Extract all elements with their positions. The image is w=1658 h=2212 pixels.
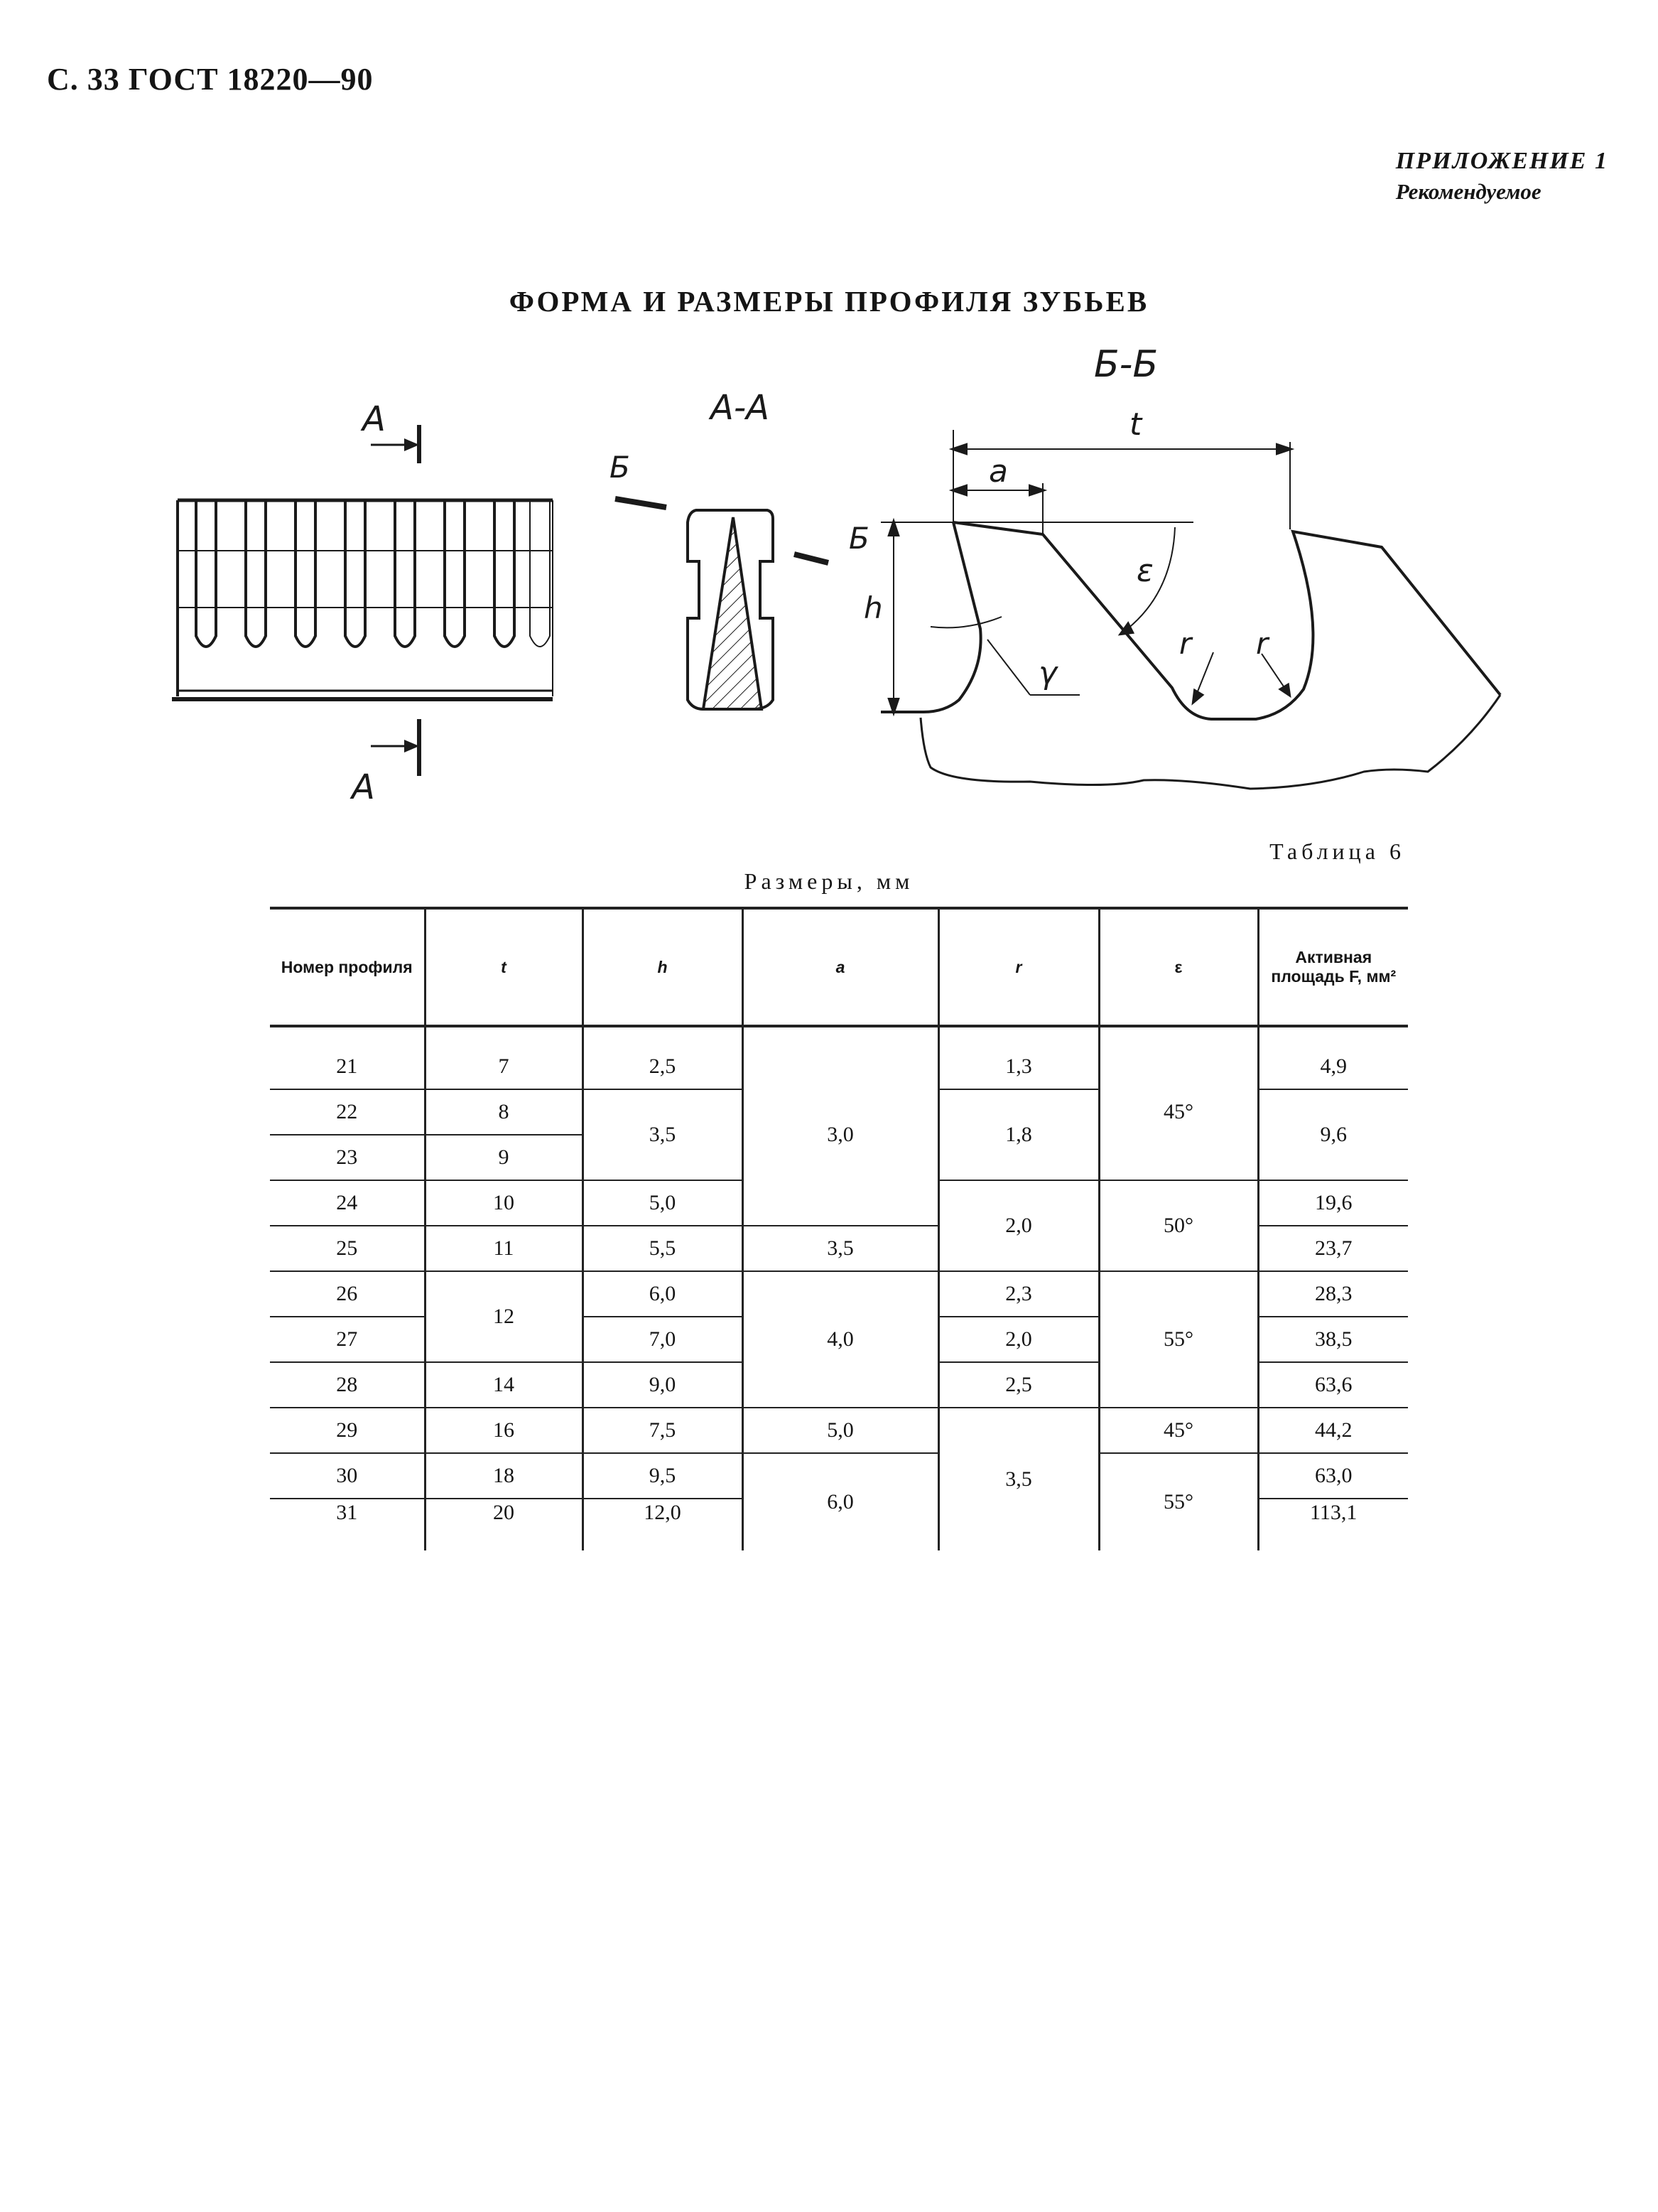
table-cell: 3,5 <box>742 1226 938 1271</box>
table-cell: 23,7 <box>1258 1226 1408 1271</box>
table-cell: 4,9 <box>1258 1045 1408 1089</box>
dimensions-table <box>270 907 1408 1550</box>
table-cell: 2,5 <box>583 1045 742 1089</box>
table-cell: 14 <box>425 1362 583 1408</box>
table-cell: 9,6 <box>1258 1089 1408 1180</box>
table-cell: 2,5 <box>938 1362 1099 1408</box>
table-cell: 29 <box>270 1408 425 1453</box>
dim-t-label: t <box>1129 406 1142 443</box>
dim-gamma-label: γ <box>1039 655 1058 691</box>
header-t: t <box>425 908 583 1026</box>
table-cell: 3,5 <box>583 1089 742 1180</box>
table-cell: 10 <box>425 1180 583 1226</box>
table-cell: 5,0 <box>742 1408 938 1453</box>
dim-r1-label: r <box>1179 626 1192 661</box>
header-area: Активная площадь F, мм² <box>1258 908 1408 1026</box>
page-header: С. 33 ГОСТ 18220—90 <box>47 62 374 97</box>
table-cell: 2,0 <box>938 1180 1099 1271</box>
table-cell: 9,5 <box>583 1453 742 1499</box>
table-cell: 1,8 <box>938 1089 1099 1180</box>
table-cell: 19,6 <box>1258 1180 1408 1226</box>
table-cell: 6,0 <box>742 1453 938 1550</box>
table-cell: 31 <box>270 1499 425 1550</box>
table-cell: 3,0 <box>742 1045 938 1226</box>
header-eps: ε <box>1099 908 1258 1026</box>
table-cell: 63,6 <box>1258 1362 1408 1408</box>
table-row <box>270 1408 1408 1453</box>
table-cell: 16 <box>425 1408 583 1453</box>
section-mark-b-left: Б <box>609 450 630 485</box>
table-units: Размеры, мм <box>744 868 914 894</box>
table-cell: 28 <box>270 1362 425 1408</box>
table-cell: 7,0 <box>583 1317 742 1362</box>
table-cell: 55° <box>1099 1271 1258 1408</box>
table-cell: 38,5 <box>1258 1317 1408 1362</box>
table-cell: 26 <box>270 1271 425 1317</box>
table-cell: 8 <box>425 1089 583 1135</box>
table-cell: 6,0 <box>583 1271 742 1317</box>
section-mark-a-top: А <box>362 399 386 439</box>
dim-h-label: h <box>864 590 883 625</box>
table-cell: 11 <box>425 1226 583 1271</box>
section-aa-label: А-А <box>710 388 769 428</box>
tooth-profile-drawing <box>0 334 1658 824</box>
header-a: a <box>742 908 938 1026</box>
strip-view <box>172 500 553 699</box>
table-cell: 5,5 <box>583 1226 742 1271</box>
section-aa <box>615 499 828 709</box>
section-bb <box>823 430 1500 789</box>
table-cell: 2,0 <box>938 1317 1099 1362</box>
table-cell: 3,5 <box>938 1408 1099 1550</box>
table-row <box>270 1453 1408 1499</box>
page-title: ФОРМА И РАЗМЕРЫ ПРОФИЛЯ ЗУБЬЕВ <box>509 285 1149 318</box>
dim-a-label: a <box>989 453 1008 490</box>
table-cell: 2,3 <box>938 1271 1099 1317</box>
table-cell: 9,0 <box>583 1362 742 1408</box>
appendix-status: Рекомендуемое <box>1395 179 1541 204</box>
table-cell: 55° <box>1099 1453 1258 1550</box>
appendix-block <box>1396 148 1608 205</box>
table-cell: 7,5 <box>583 1408 742 1453</box>
table-cell: 12 <box>425 1271 583 1362</box>
table-caption: Таблица 6 <box>1269 838 1405 864</box>
table-cell: 113,1 <box>1258 1499 1408 1550</box>
header-h: h <box>583 908 742 1026</box>
table-header-row <box>270 908 1408 1026</box>
table-cell: 63,0 <box>1258 1453 1408 1499</box>
table-cell: 21 <box>336 1054 358 1078</box>
table-row <box>270 1045 1408 1089</box>
table-cell: 27 <box>270 1317 425 1362</box>
section-mark-a-bottom: А <box>352 767 375 807</box>
table-cell: 45° <box>1099 1045 1258 1180</box>
table-cell: 12,0 <box>583 1499 742 1550</box>
dim-r2-label: r <box>1256 626 1269 661</box>
table-cell: 30 <box>270 1453 425 1499</box>
table-cell: 18 <box>425 1453 583 1499</box>
header-profile: Номер профиля <box>270 908 425 1026</box>
appendix-label: ПРИЛОЖЕНИЕ 1 <box>1395 148 1608 174</box>
table-cell: 5,0 <box>583 1180 742 1226</box>
header-r: r <box>938 908 1099 1026</box>
table-cell: 9 <box>425 1135 583 1180</box>
table-cell: 1,3 <box>938 1045 1099 1089</box>
section-mark-b-right: Б <box>849 521 869 556</box>
dim-epsilon-label: ε <box>1137 553 1154 589</box>
table-cell: 4,0 <box>742 1271 938 1408</box>
table-cell: 28,3 <box>1258 1271 1408 1317</box>
table-cell: 23 <box>270 1135 425 1180</box>
table-cell: 24 <box>270 1180 425 1226</box>
table-cell: 22 <box>270 1089 425 1135</box>
section-bb-label: Б-Б <box>1094 343 1159 386</box>
table-cell: 7 <box>425 1045 583 1089</box>
table-cell: 44,2 <box>1258 1408 1408 1453</box>
table-cell: 45° <box>1099 1408 1258 1453</box>
table-row <box>270 1271 1408 1317</box>
table-cell: 25 <box>270 1226 425 1271</box>
table-cell: 50° <box>1099 1180 1258 1271</box>
table-cell: 20 <box>425 1499 583 1550</box>
